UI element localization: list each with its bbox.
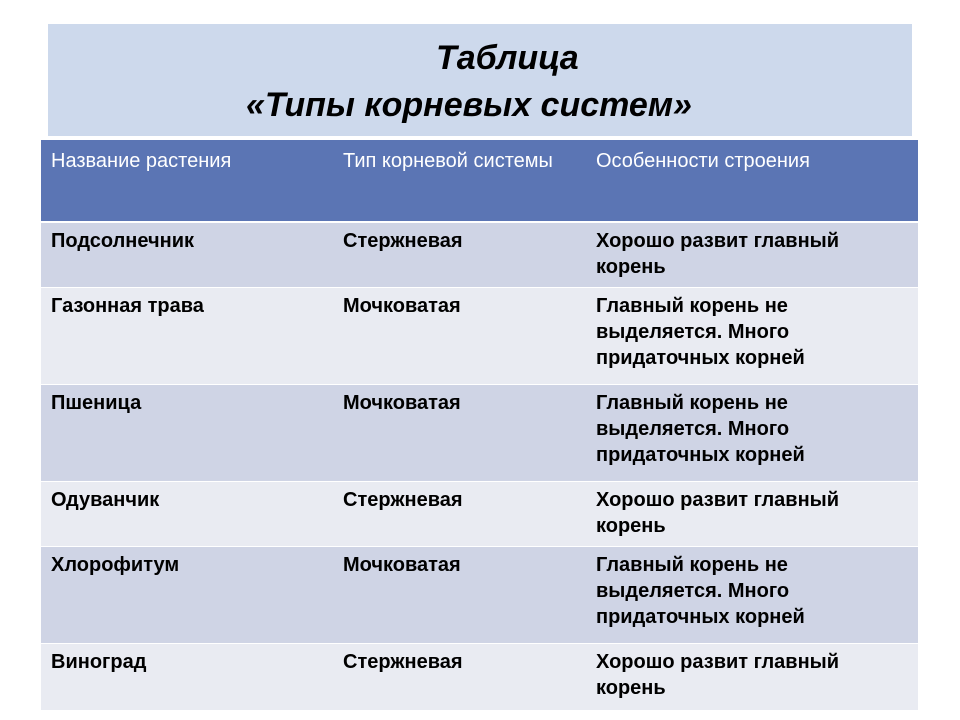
cell-structure-features: Главный корень не выделяется. Много придаточных корней: [586, 287, 918, 384]
title-line-2: «Типы корневых систем»: [246, 86, 692, 124]
table-row: [41, 643, 918, 710]
cell-root-type: Мочковатая: [333, 384, 586, 481]
header-root-type: Тип корневой системы: [333, 140, 586, 222]
table-row: [41, 384, 918, 481]
cell-root-type: Мочковатая: [333, 546, 586, 643]
header-structure-features: Особенности строения: [586, 140, 918, 222]
table-row: [41, 222, 918, 287]
cell-plant-name: Хлорофитум: [41, 546, 333, 643]
cell-plant-name: Пшеница: [41, 384, 333, 481]
table-row: [41, 287, 918, 384]
cell-plant-name: Виноград: [41, 643, 333, 710]
title-line-1: Таблица: [436, 39, 579, 77]
cell-plant-name: Одуванчик: [41, 481, 333, 546]
cell-root-type: Стержневая: [333, 481, 586, 546]
cell-structure-features: Хорошо развит главный корень: [586, 222, 918, 287]
table-header-row: [41, 140, 918, 222]
table-row: [41, 481, 918, 546]
cell-structure-features: Главный корень не выделяется. Много придаточных корней: [586, 546, 918, 643]
cell-root-type: Стержневая: [333, 643, 586, 710]
cell-plant-name: Газонная трава: [41, 287, 333, 384]
root-systems-table: [41, 140, 918, 710]
table-row: [41, 546, 918, 643]
cell-plant-name: Подсолнечник: [41, 222, 333, 287]
cell-root-type: Мочковатая: [333, 287, 586, 384]
header-plant-name: Название растения: [41, 140, 333, 222]
title-banner: [48, 24, 912, 136]
cell-structure-features: Хорошо развит главный корень: [586, 481, 918, 546]
cell-structure-features: Главный корень не выделяется. Много придаточных корней: [586, 384, 918, 481]
cell-root-type: Стержневая: [333, 222, 586, 287]
cell-structure-features: Хорошо развит главный корень: [586, 643, 918, 710]
